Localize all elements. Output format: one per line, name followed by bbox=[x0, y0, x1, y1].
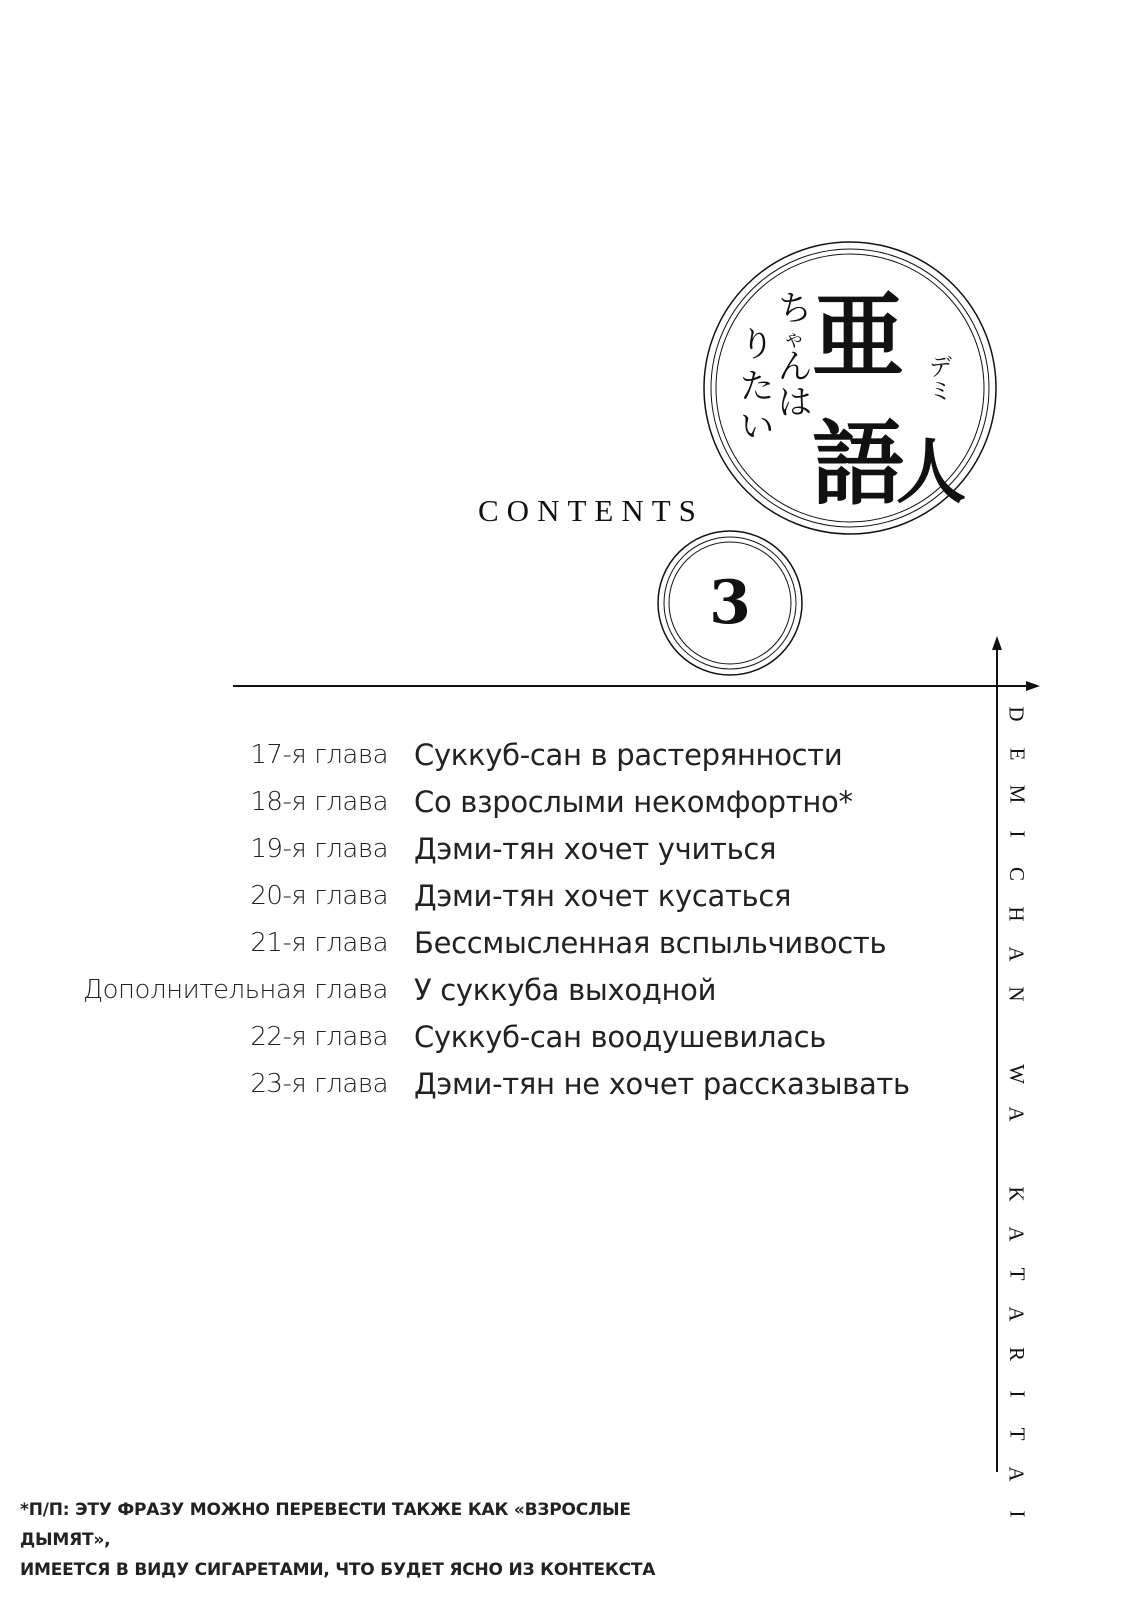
chapter-title: Дэми-тян хочет учиться bbox=[414, 832, 777, 866]
side-title-letter: K bbox=[1004, 1186, 1029, 1202]
svg-text:い: い bbox=[740, 407, 774, 447]
logo-kanji-go: 語 bbox=[812, 410, 905, 518]
side-title-letter: I bbox=[1005, 1510, 1029, 1518]
svg-text:ゃ: ゃ bbox=[783, 327, 806, 352]
chapter-number: 22-я глава bbox=[250, 1022, 388, 1052]
chapter-title: Со взрослыми некомфортно* bbox=[414, 785, 853, 819]
chapter-number: 20-я глава bbox=[250, 881, 388, 911]
toc-row bbox=[0, 970, 1000, 1017]
chapter-title: Суккуб-сан в растерянности bbox=[414, 738, 843, 772]
svg-text:ち: ち bbox=[778, 289, 812, 329]
side-title-letter: N bbox=[1004, 986, 1029, 1002]
side-title-letter: T bbox=[1004, 1427, 1029, 1441]
side-title-letter bbox=[997, 1151, 1037, 1156]
chapter-title: Бессмысленная вспыльчивость bbox=[414, 926, 887, 960]
chapter-title: Дэми-тян не хочет рассказывать bbox=[414, 1067, 910, 1101]
toc-row bbox=[0, 1017, 1000, 1064]
svg-text:は: は bbox=[778, 383, 812, 423]
toc-row bbox=[0, 735, 1000, 782]
side-title-letter: A bbox=[1004, 1226, 1029, 1242]
toc-row bbox=[0, 829, 1000, 876]
volume-number: 3 bbox=[709, 568, 751, 638]
toc-row bbox=[0, 923, 1000, 970]
svg-text:た: た bbox=[740, 367, 774, 407]
logo-ruby: デミ bbox=[924, 354, 952, 402]
side-title-letter bbox=[997, 1031, 1037, 1036]
contents-heading: CONTENTS bbox=[478, 493, 704, 528]
side-title-letter: H bbox=[1004, 906, 1029, 922]
arrow-up-icon bbox=[992, 636, 1002, 650]
side-title-letter: C bbox=[1004, 866, 1029, 882]
side-title-letter: I bbox=[1005, 1390, 1029, 1398]
toc-row bbox=[0, 876, 1000, 923]
svg-text:ん: ん bbox=[778, 347, 812, 387]
side-title-letter: R bbox=[1004, 1346, 1029, 1362]
chapter-title: Дэми-тян хочет кусаться bbox=[414, 879, 792, 913]
chapter-number: Дополнительная глава bbox=[82, 975, 388, 1005]
side-title-letter: I bbox=[1005, 830, 1029, 838]
chapter-number: 23-я глава bbox=[250, 1069, 388, 1099]
toc-row bbox=[0, 782, 1000, 829]
footnote-line-2: ИМЕЕТСЯ В ВИДУ СИГАРЕТАМИ, ЧТО БУДЕТ ЯСНО ИЗ КОНТЕКСТА bbox=[20, 1560, 656, 1580]
logo-kanji-a: 亜 bbox=[812, 282, 905, 390]
chapter-number: 17-я глава bbox=[250, 740, 388, 770]
chapter-title: Суккуб-сан воодушевилась bbox=[414, 1020, 827, 1054]
footnote-line-1: *П/П: ЭТУ ФРАЗУ МОЖНО ПЕРЕВЕСТИ ТАКЖЕ КАК «ВЗРОСЛЫЕ ДЫМЯТ», bbox=[20, 1500, 631, 1550]
side-title-letter: M bbox=[1005, 784, 1029, 804]
side-title-letter: W bbox=[1004, 1064, 1029, 1084]
toc-row bbox=[0, 1064, 1000, 1111]
chapter-number: 19-я глава bbox=[250, 834, 388, 864]
side-title-letter: A bbox=[1004, 946, 1029, 962]
translator-footnote bbox=[20, 1495, 700, 1585]
side-title-letter: A bbox=[1004, 1306, 1029, 1322]
side-title-vertical bbox=[1003, 694, 1031, 1534]
table-of-contents bbox=[0, 735, 1000, 1111]
side-title-letter: E bbox=[1004, 747, 1029, 761]
chapter-number: 18-я глава bbox=[250, 787, 388, 817]
svg-text:り: り bbox=[740, 325, 774, 365]
chapter-title: У суккуба выходной bbox=[414, 973, 717, 1007]
logo-kanji-hito: 人 bbox=[896, 430, 966, 513]
side-title-letter: T bbox=[1004, 1267, 1029, 1281]
side-title-letter: D bbox=[1004, 706, 1029, 722]
side-title-letter: A bbox=[1004, 1466, 1029, 1482]
side-title-letter: A bbox=[1004, 1106, 1029, 1122]
chapter-number: 21-я глава bbox=[250, 928, 388, 958]
